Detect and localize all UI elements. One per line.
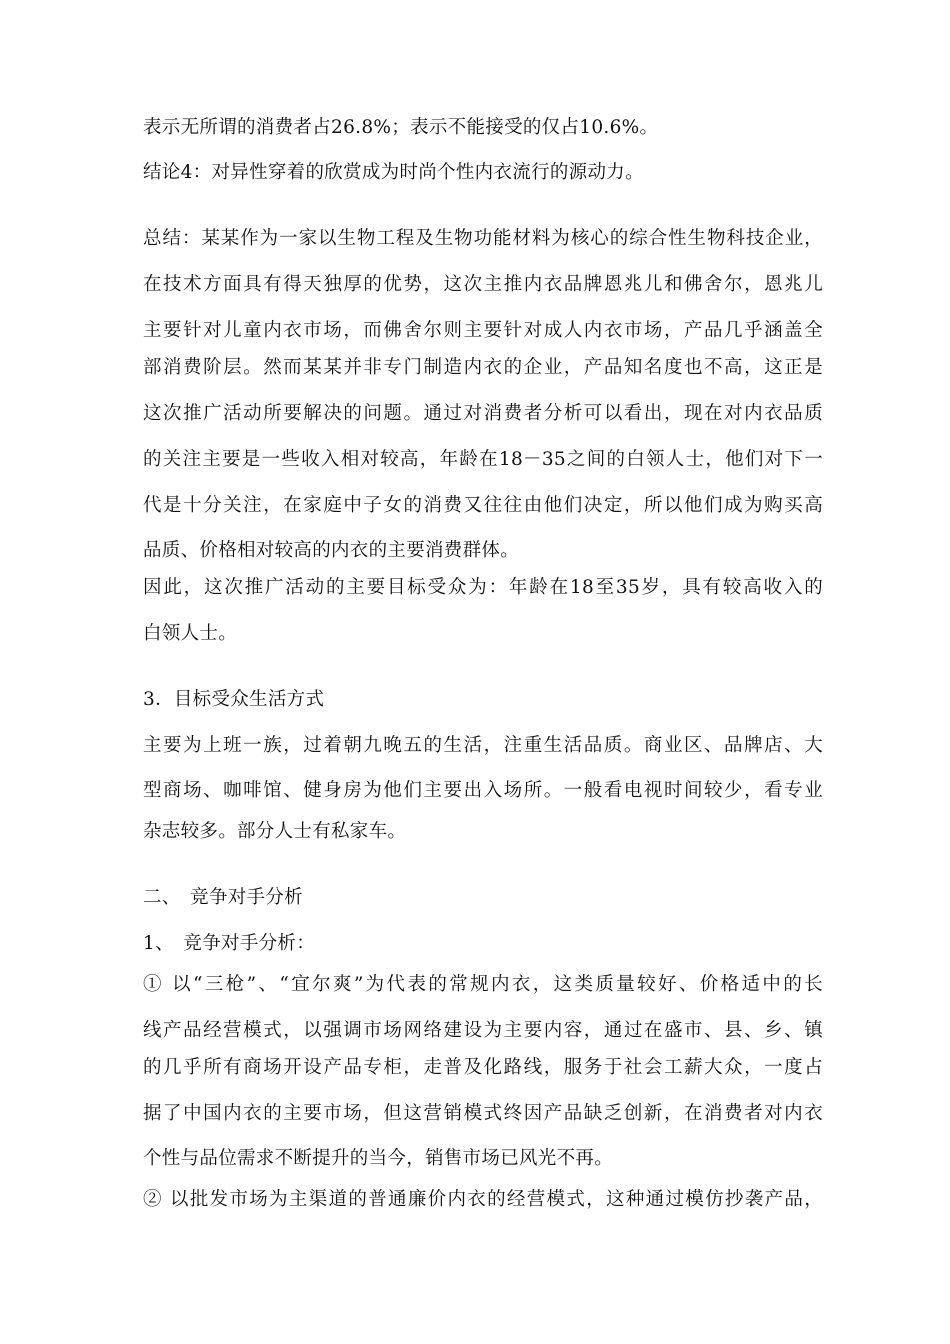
paragraph-line-lifestyle-2: 型商场、咖啡馆、健身房为他们主要出入场所。一般看电视时间较少，看专业: [143, 780, 823, 801]
paragraph-line-lifestyle-3: 杂志较多。部分人士有私家车。: [143, 821, 407, 842]
paragraph-line-summary-7: 代是十分关注，在家庭中子女的消费又往往由他们决定，所以他们成为购买高: [143, 495, 823, 516]
paragraph-line-summary-5: 这次推广活动所要解决的问题。通过对消费者分析可以看出，现在对内衣品质: [143, 403, 823, 424]
section-heading-lifestyle: 3．目标受众生活方式: [143, 689, 325, 710]
paragraph-line-competitor-1e: 个性与品位需求不断提升的当今，销售市场已风光不再。: [143, 1148, 614, 1169]
paragraph-line-summary-1: 总结：某某作为一家以生物工程及生物功能材料为核心的综合性生物科技企业，: [143, 228, 823, 249]
paragraph-line-summary-6: 的关注主要是一些收入相对较高，年龄在18－35之间的白领人士，他们对下一: [143, 449, 823, 470]
paragraph-line-summary-8: 品质、价格相对较高的内衣的主要消费群体。: [143, 540, 520, 561]
paragraph-line-summary-4: 部消费阶层。然而某某并非专门制造内衣的企业，产品知名度也不高，这正是: [143, 357, 823, 378]
paragraph-line-competitor-1d: 据了中国内衣的主要市场，但这营销模式终因产品缺乏创新，在消费者对内衣: [143, 1103, 823, 1124]
paragraph-line-survey-result: 表示无所谓的消费者占26.8%；表示不能接受的仅占10.6%。: [143, 117, 659, 138]
paragraph-line-competitor-1a: ① 以“三枪”、“宜尔爽”为代表的常规内衣，这类质量较好、价格适中的长: [143, 974, 823, 995]
subsection-heading-competitors: 1、 竞争对手分析：: [143, 933, 316, 954]
paragraph-line-summary-3: 主要针对儿童内衣市场，而佛舍尔则主要针对成人内衣市场，产品几乎涵盖全: [143, 320, 823, 341]
paragraph-line-target-2: 白领人士。: [143, 623, 238, 644]
paragraph-line-competitor-2a: ② 以批发市场为主渠道的普通廉价内衣的经营模式，这种通过模仿抄袭产品，: [143, 1189, 823, 1210]
paragraph-line-competitor-1c: 的几乎所有商场开设产品专柜，走普及化路线，服务于社会工薪大众，一度占: [143, 1057, 823, 1078]
paragraph-line-target-1: 因此，这次推广活动的主要目标受众为：年龄在18至35岁，具有较高收入的: [143, 577, 823, 598]
paragraph-line-lifestyle-1: 主要为上班一族，过着朝九晚五的生活，注重生活品质。商业区、品牌店、大: [143, 735, 823, 756]
paragraph-line-competitor-1b: 线产品经营模式，以强调市场网络建设为主要内容，通过在盛市、县、乡、镇: [143, 1020, 823, 1041]
section-heading-competitors: 二、 竞争对手分析: [143, 887, 303, 908]
paragraph-line-conclusion-4: 结论4：对异性穿着的欣赏成为时尚个性内衣流行的源动力。: [143, 162, 644, 183]
paragraph-line-summary-2: 在技术方面具有得天独厚的优势，这次主推内衣品牌恩兆儿和佛舍尔，恩兆儿: [143, 274, 823, 295]
